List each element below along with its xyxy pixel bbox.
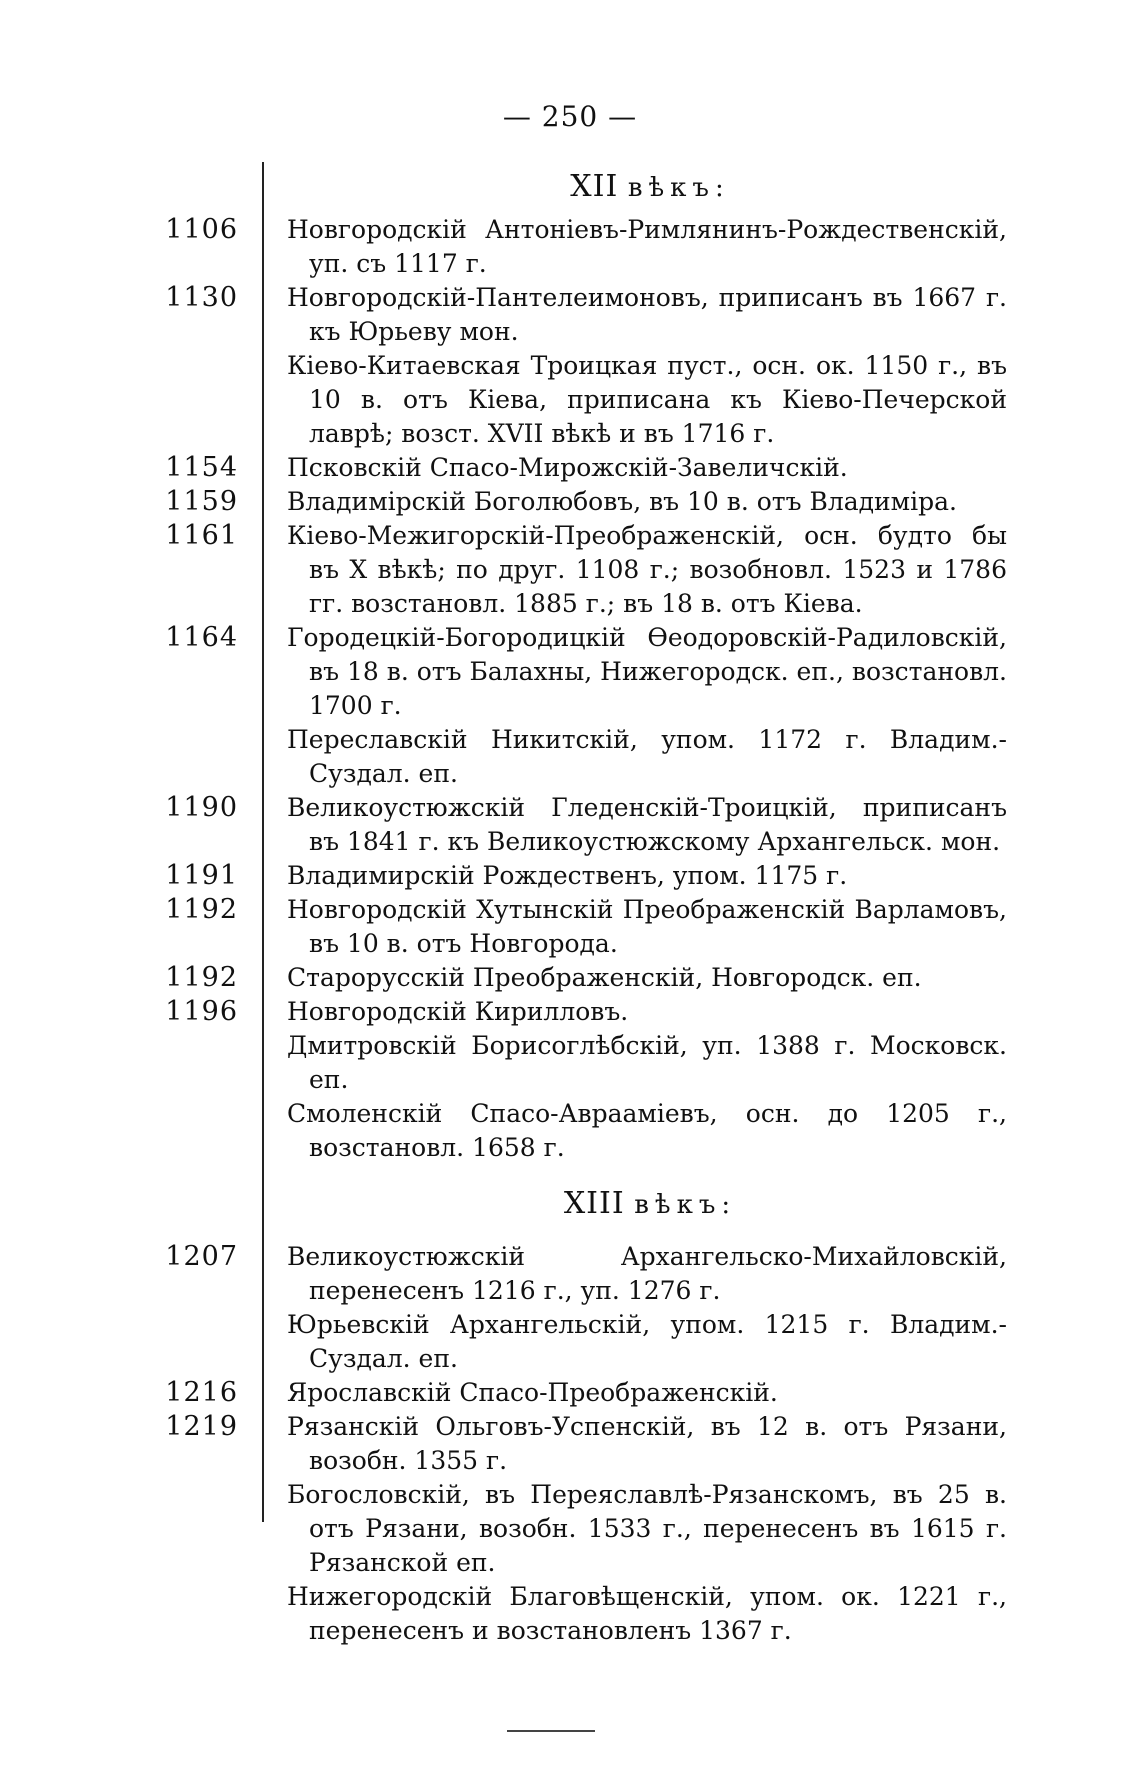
entry-year: 1192 bbox=[165, 962, 238, 993]
section-word: вѣкъ: bbox=[634, 1190, 737, 1220]
entry-year bbox=[0, 1478, 250, 1580]
entry-text: Великоустюжскій Гледенскій-Троицкій, приписанъ въ 1841 г. къ Великоустюжскому Архангельск. мон. bbox=[287, 793, 1007, 856]
entry-row bbox=[0, 1376, 1140, 1410]
entry-year bbox=[0, 349, 250, 451]
entry-row bbox=[0, 1478, 1140, 1580]
entry-text: Кіево-Межигорскій-Преображенскій, осн. будто бы въ X вѣкѣ; по друг. 1108 г.; возобновл. 1523 и 1786 гг. возстановл. 1885 г.; въ 18 в. отъ Кіева. bbox=[287, 521, 1007, 618]
entry-year bbox=[0, 1029, 250, 1097]
entry-text: Ярославскій Спасо-Преображенскій. bbox=[287, 1378, 778, 1407]
entry-text: Городецкій-Богородицкій Өеодоровскій-Радиловскій, въ 18 в. отъ Балахны, Нижегородск. еп., возстановл. 1700 г. bbox=[287, 623, 1007, 720]
entry-year: 1190 bbox=[165, 792, 238, 823]
entry-text: Нижегородскій Благовѣщенскій, упом. ок. 1221 г., перенесенъ и возстановленъ 1367 г. bbox=[287, 1582, 1007, 1645]
section-title-xiii bbox=[290, 1187, 1010, 1222]
entries-list bbox=[0, 170, 1140, 1648]
section-century: XII bbox=[570, 169, 619, 204]
entry-text: Богословскій, въ Переяславлѣ-Рязанскомъ, въ 25 в. отъ Рязани, возобн. 1533 г., перенесенъ въ 1615 г. Рязанской еп. bbox=[287, 1480, 1007, 1577]
entry-row bbox=[0, 1580, 1140, 1648]
entry-row bbox=[0, 1097, 1140, 1165]
entry-text: Новгородскій Хутынскій Преображенскій Варламовъ, въ 10 в. отъ Новгорода. bbox=[287, 895, 1007, 958]
entry-row bbox=[0, 791, 1140, 859]
entry-year bbox=[0, 1580, 250, 1648]
page-number: — 250 — bbox=[502, 100, 638, 133]
entry-row bbox=[0, 519, 1140, 621]
entry-row bbox=[0, 485, 1140, 519]
entry-row bbox=[0, 995, 1140, 1029]
entry-row bbox=[0, 1410, 1140, 1478]
entry-year: 1164 bbox=[165, 622, 238, 653]
entry-year: 1154 bbox=[165, 452, 238, 483]
entry-row bbox=[0, 1029, 1140, 1097]
entry-year: 1196 bbox=[165, 996, 238, 1027]
section-word: вѣкъ: bbox=[627, 173, 730, 203]
entry-year bbox=[0, 723, 250, 791]
entry-year: 1192 bbox=[165, 894, 238, 925]
entry-year: 1130 bbox=[165, 282, 238, 313]
entry-text: Новгородскій Кирилловъ. bbox=[287, 997, 629, 1026]
entry-year bbox=[0, 1097, 250, 1165]
entry-year: 1106 bbox=[165, 214, 238, 245]
entry-row bbox=[0, 349, 1140, 451]
footer-rule bbox=[507, 1730, 595, 1732]
entry-text: Владимирскій Рождественъ, упом. 1175 г. bbox=[287, 861, 848, 890]
entry-text: Смоленскій Спасо-Авраамiевъ, осн. до 1205 г., возстановл. 1658 г. bbox=[287, 1099, 1007, 1162]
entry-text: Новгородскій Антоніевъ-Римлянинъ-Рождественскій, уп. съ 1117 г. bbox=[287, 215, 1007, 278]
entry-text: Дмитровскій Борисоглѣбскій, уп. 1388 г. Московск. еп. bbox=[287, 1031, 1007, 1094]
section-title-xii bbox=[290, 170, 1010, 205]
entry-year: 1216 bbox=[165, 1377, 238, 1408]
entry-row bbox=[0, 281, 1140, 349]
section-century: XIII bbox=[563, 1186, 625, 1221]
entry-text: Великоустюжскій Архангельско-Михайловскій, перенесенъ 1216 г., уп. 1276 г. bbox=[287, 1242, 1007, 1305]
entry-year: 1191 bbox=[165, 860, 238, 891]
entry-text: Рязанскій Ольговъ-Успенскій, въ 12 в. отъ Рязани, возобн. 1355 г. bbox=[287, 1412, 1007, 1475]
entry-text: Старорусскій Преображенскій, Новгородск. еп. bbox=[287, 963, 922, 992]
entry-text: Новгородскій-Пантелеимоновъ, приписанъ въ 1667 г. къ Юрьеву мон. bbox=[287, 283, 1007, 346]
entry-row bbox=[0, 621, 1140, 723]
entry-year: 1219 bbox=[165, 1411, 238, 1442]
entry-row bbox=[0, 1240, 1140, 1308]
entry-text: Кіево-Китаевская Троицкая пуст., осн. ок. 1150 г., въ 10 в. отъ Кіева, приписана къ Кіево-Печерской лаврѣ; возст. XVII вѣкѣ и въ 1716 г. bbox=[287, 351, 1007, 448]
entry-text: Владимірскій Боголюбовъ, въ 10 в. отъ Владиміра. bbox=[287, 487, 957, 516]
entry-row bbox=[0, 1308, 1140, 1376]
entry-year: 1161 bbox=[165, 520, 238, 551]
entry-year bbox=[0, 1308, 250, 1376]
entry-row bbox=[0, 961, 1140, 995]
entry-row bbox=[0, 893, 1140, 961]
entry-row bbox=[0, 451, 1140, 485]
entry-text: Юрьевскій Архангельскій, упом. 1215 г. Владим.-Суздал. еп. bbox=[287, 1310, 1007, 1373]
entry-text: Переславскій Никитскій, упом. 1172 г. Владим.-Суздал. еп. bbox=[287, 725, 1007, 788]
entry-row bbox=[0, 723, 1140, 791]
entry-year: 1207 bbox=[165, 1241, 238, 1272]
entry-row bbox=[0, 859, 1140, 893]
entry-row bbox=[0, 213, 1140, 281]
entry-text: Псковскій Спасо-Мирожскій-Завеличскій. bbox=[287, 453, 848, 482]
entry-year: 1159 bbox=[165, 486, 238, 517]
